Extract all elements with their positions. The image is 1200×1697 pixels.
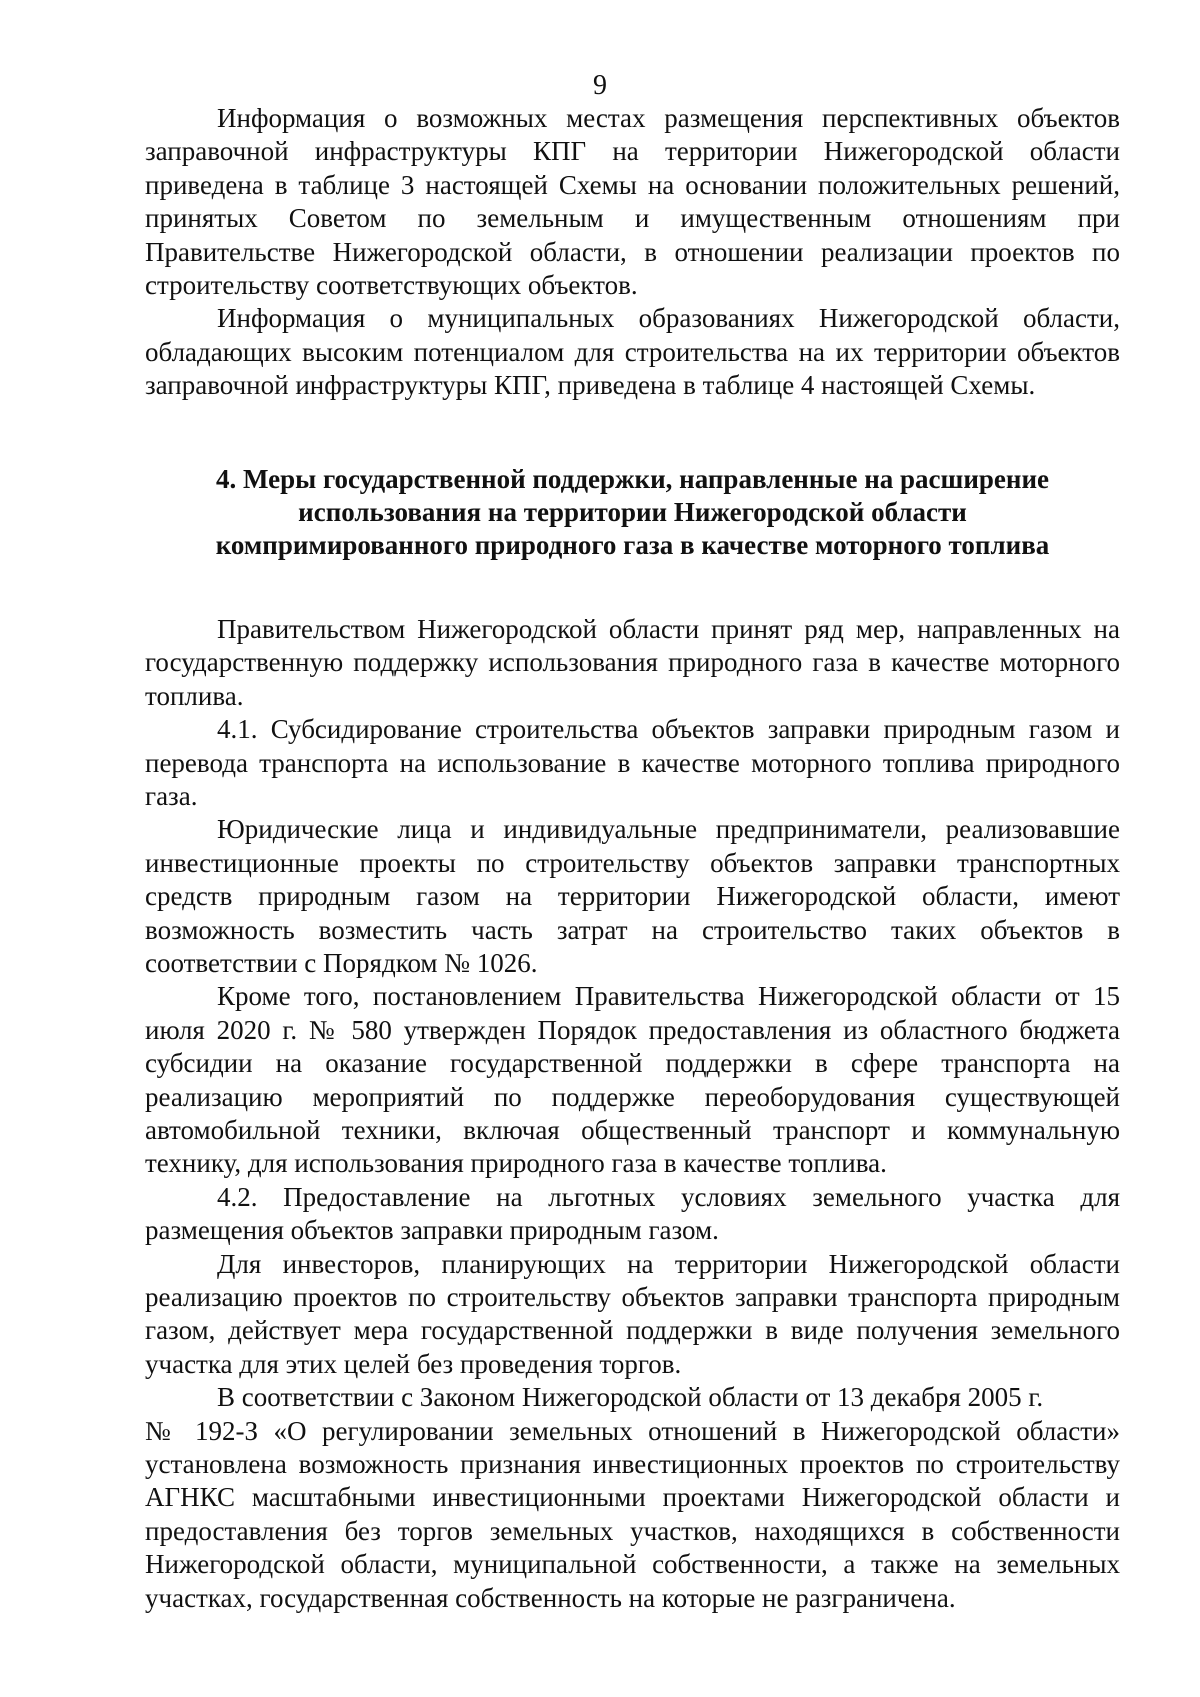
paragraph-continuation: № 192-З «О регулировании земельных отношений в Нижегородской области» установлена возможность признания инвестиционных проектов по строительству АГНКС масштабными инвестиционными проектами Нижегородской области и предоставления без торгов земельных участков, находящихся в собственности Нижегородской области, муниципальной собственности, а также на земельных участках, государственная собственность на которые не разграничена. xyxy=(145,1415,1120,1613)
paragraph: В соответствии с Законом Нижегородской области от 13 декабря 2005 г. xyxy=(217,1382,1044,1413)
paragraph: Для инвесторов, планирующих на территории Нижегородской области реализацию проектов по строительству объектов заправки транспорта природным газом, действует мера государственной поддержки в виде получения земельного участка для этих целей без проведения торгов. xyxy=(145,1248,1120,1379)
document-body xyxy=(145,102,1120,1615)
paragraph: Правительством Нижегородской области принят ряд мер, направленных на государственную поддержку использования природного газа в качестве моторного топлива. xyxy=(145,613,1120,711)
paragraph: Информация о возможных местах размещения перспективных объектов заправочной инфраструктуры КПГ на территории Нижегородской области приведена в таблице 3 настоящей Схемы на основании положительных решений, принятых Советом по земельным и имущественным отношениям при Правительстве Нижегородской области, в отношении реализации проектов по строительству соответствующих объектов. xyxy=(145,103,1120,301)
paragraph: Кроме того, постановлением Правительства Нижегородской области от 15 июля 2020 г. № 580 утвержден Порядок предоставления из областного бюджета субсидии на оказание государственной поддержки в сфере транспорта на реализацию мероприятий по поддержке переоборудования существующей автомобильной техники, включая общественный транспорт и коммунальную технику, для использования природного газа в качестве топлива. xyxy=(145,981,1120,1179)
section-heading-line: использования на территории Нижегородской области xyxy=(298,497,967,528)
section-heading-line: 4. Меры государственной поддержки, направленные на расширение xyxy=(216,463,1049,494)
section-heading xyxy=(145,463,1120,563)
section-heading-line: компримированного природного газа в качестве моторного топлива xyxy=(215,530,1050,561)
paragraph: 4.2. Предоставление на льготных условиях земельного участка для размещения объектов заправки природным газом. xyxy=(145,1181,1120,1246)
paragraph: Юридические лица и индивидуальные предприниматели, реализовавшие инвестиционные проекты по строительству объектов заправки транспортных средств природным газом на территории Нижегородской области, имеют возможность возместить часть затрат на строительство таких объектов в соответствии с Порядком № 1026. xyxy=(145,814,1120,978)
page-number: 9 xyxy=(593,70,607,101)
paragraph: Информация о муниципальных образованиях Нижегородской области, обладающих высоким потенциалом для строительства на их территории объектов заправочной инфраструктуры КПГ, приведена в таблице 4 настоящей Схемы. xyxy=(145,303,1120,401)
paragraph: 4.1. Субсидирование строительства объектов заправки природным газом и перевода транспорта на использование в качестве моторного топлива природного газа. xyxy=(145,714,1120,811)
